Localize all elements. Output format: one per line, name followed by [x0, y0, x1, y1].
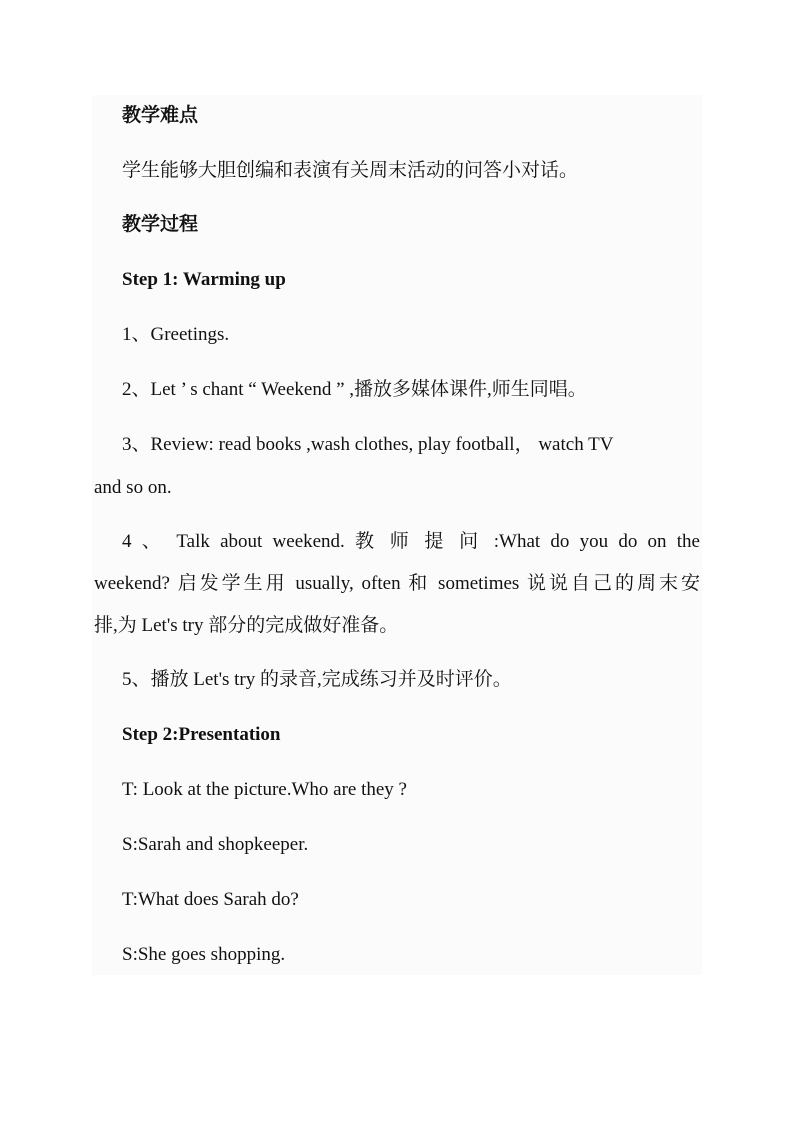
- step1-item-talk-end: 排,为 Let's try 部分的完成做好准备。: [94, 615, 399, 636]
- step1-item-greetings: 1、Greetings.: [122, 324, 230, 345]
- dialogue-line: T:What does Sarah do?: [122, 889, 299, 910]
- step1-title: Step 1: Warming up: [122, 269, 286, 290]
- step1-item-talk: 4 、 Talk about weekend. 教 师 提 问 :What do you do on the: [122, 531, 700, 552]
- step1-item-review: 3、Review: read books ,wash clothes, play football， watch TV: [122, 434, 614, 455]
- dialogue-line: T: Look at the picture.Who are they ?: [122, 779, 407, 800]
- heading-teaching-process: 教学过程: [122, 214, 199, 235]
- step1-item-chant: 2、Let ’ s chant “ Weekend ” ,播放多媒体课件,师生同唱。: [122, 379, 587, 400]
- step2-title: Step 2:Presentation: [122, 724, 281, 745]
- step1-item-talk-continued: weekend? 启发学生用 usually, often 和 sometimes 说说自己的周末安: [94, 573, 700, 594]
- dialogue-line: S:She goes shopping.: [122, 944, 286, 965]
- heading-teaching-difficulty: 教学难点: [122, 105, 199, 126]
- step1-item-lets-try: 5、播放 Let's try 的录音,完成练习并及时评价。: [122, 669, 512, 690]
- difficulty-text: 学生能够大胆创编和表演有关周末活动的问答小对话。: [122, 160, 579, 181]
- step1-item-review-continued: and so on.: [94, 477, 172, 498]
- dialogue-line: S:Sarah and shopkeeper.: [122, 834, 309, 855]
